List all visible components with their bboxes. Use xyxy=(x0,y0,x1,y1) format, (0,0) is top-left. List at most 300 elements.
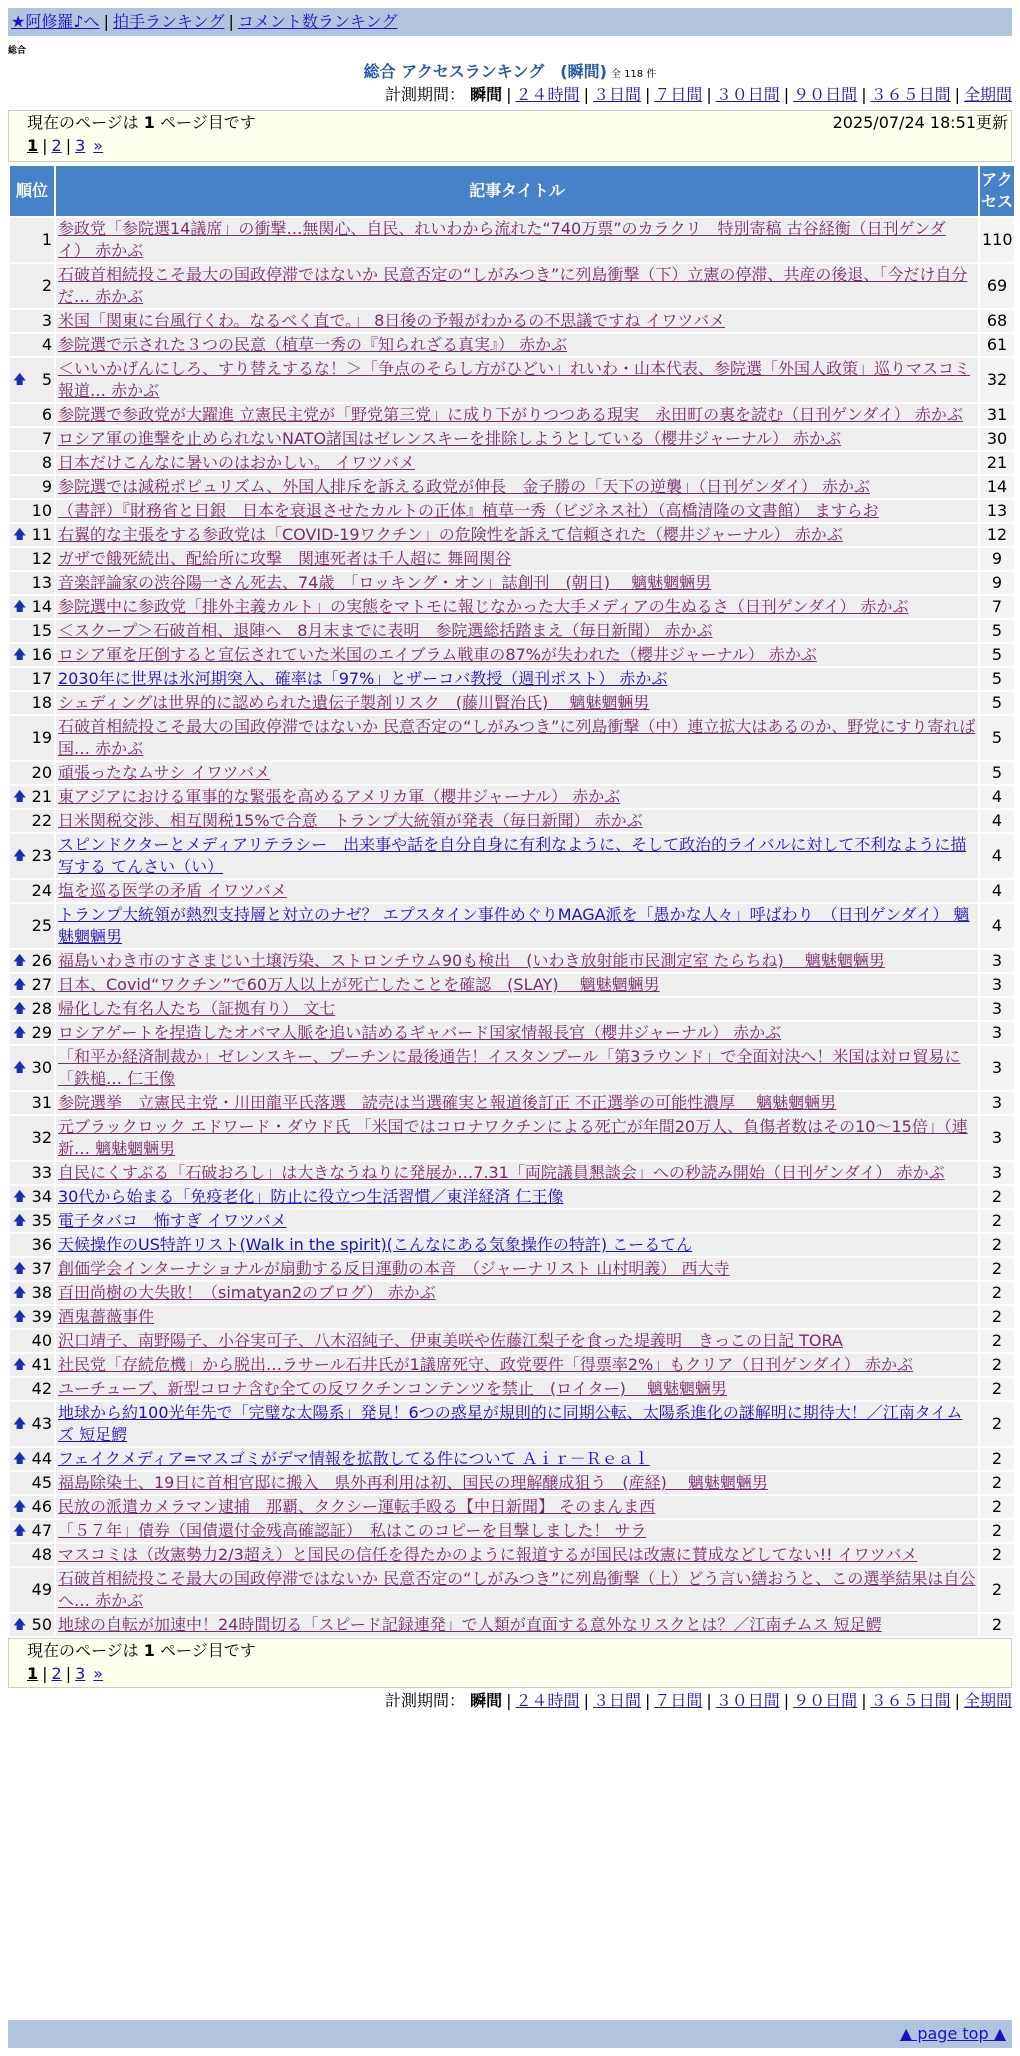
article-link[interactable]: 天候操作のUS特許リスト(Walk in the spirit)(こんなにある気象操作の特許) こーるてん xyxy=(58,1235,693,1254)
title-cell xyxy=(56,1520,978,1542)
rank-number: 10 xyxy=(31,501,52,520)
rank-cell xyxy=(10,1258,54,1280)
article-link[interactable]: 福島いわき市のすさまじい土壌汚染、ストロンチウム90も検出 (いわき放射能市民測定室 たらちね) 魑魅魍魎男 xyxy=(58,951,885,970)
access-count: 61 xyxy=(980,334,1014,356)
title-cell xyxy=(56,1116,978,1160)
rank-number: 36 xyxy=(31,1235,52,1254)
access-count: 3 xyxy=(980,950,1014,972)
article-link[interactable]: 「５７年」債券（国債還付金残高確認証） 私はこのコピーを目撃しました！ サラ xyxy=(58,1521,647,1540)
pager-current: 1 xyxy=(27,1664,39,1683)
title-cell xyxy=(56,1282,978,1304)
article-link[interactable]: 日本、Covid“ワクチン”で60万人以上が死亡したことを確認 (SLAY) 魑魅魍魎男 xyxy=(58,975,660,994)
period-link-7d[interactable]: ７日間 xyxy=(654,85,703,104)
pager-bottom: 1 | 2 | 3 » xyxy=(27,1664,104,1683)
pager-page-3[interactable]: 3 xyxy=(75,1664,86,1683)
access-count: 30 xyxy=(980,428,1014,450)
rank-number: 5 xyxy=(41,370,52,389)
up-arrow-icon: 🡅 xyxy=(13,1213,27,1229)
article-link[interactable]: （書評）『財務省と日銀 日本を衰退させたカルトの正体』植草一秀（ビジネス社）（高橋清隆の文書館） ますらお xyxy=(58,501,879,520)
rank-cell xyxy=(10,1046,54,1090)
access-count: 4 xyxy=(980,834,1014,878)
rank-number: 49 xyxy=(31,1580,52,1599)
article-link[interactable]: 沢口靖子、南野陽子、小谷実可子、八木沼純子、伊東美咲や佐藤江梨子を食った堤義明 きっこの日記 TORA xyxy=(58,1331,843,1350)
article-link[interactable]: 日米関税交渉、相互関税15%で合意 トランプ大統領が発表（毎日新聞） 赤かぶ xyxy=(58,811,643,830)
table-row xyxy=(10,620,1014,642)
table-row xyxy=(10,1234,1014,1256)
title-cell xyxy=(56,668,978,690)
nav-link-applause-ranking[interactable]: 拍手ランキング xyxy=(112,12,225,31)
rank-number: 4 xyxy=(41,335,52,354)
article-link[interactable]: 塩を巡る医学の矛盾 イワツバメ xyxy=(58,881,287,900)
rank-number: 9 xyxy=(41,477,52,496)
title-cell xyxy=(56,1162,978,1184)
access-count: 69 xyxy=(980,264,1014,308)
access-count: 3 xyxy=(980,974,1014,996)
pager-page-3[interactable]: 3 xyxy=(75,136,86,155)
access-count: 32 xyxy=(980,358,1014,402)
period-link-3d[interactable]: ３日間 xyxy=(592,1691,641,1710)
period-link-90d[interactable]: ９０日間 xyxy=(793,85,858,104)
access-count: 13 xyxy=(980,500,1014,522)
up-arrow-icon: 🡅 xyxy=(13,372,27,388)
rank-number: 43 xyxy=(31,1414,52,1433)
page-info-top xyxy=(8,110,1012,162)
header-access: アクセス xyxy=(980,166,1014,216)
title-cell xyxy=(56,810,978,832)
rank-cell xyxy=(10,1520,54,1542)
page-top-link[interactable]: ▲ page top ▲ xyxy=(899,2024,1006,2043)
up-arrow-icon: 🡅 xyxy=(13,599,27,615)
rank-cell xyxy=(10,1092,54,1114)
rank-number: 1 xyxy=(41,230,52,249)
article-link[interactable]: ロシア軍を圧倒すると宣伝されていた米国のエイブラム戦車の87%が失われた（櫻井ジャーナル） 赤かぶ xyxy=(58,645,817,664)
pager-page-2[interactable]: 2 xyxy=(51,1664,62,1683)
article-link[interactable]: 音楽評論家の渋谷陽一さん死去、74歳 「ロッキング・オン」誌創刊 (朝日) 魑魅魍魎男 xyxy=(58,573,712,592)
table-row xyxy=(10,692,1014,714)
ranking-table xyxy=(8,164,1016,1638)
nav-link-asyura[interactable]: ★阿修羅♪へ xyxy=(11,12,100,31)
table-row xyxy=(10,1520,1014,1542)
article-link[interactable]: 米国「関東に台風行くわ。なるべく直で。」 8日後の予報がわかるの不思議ですね イワツバメ xyxy=(58,311,726,330)
article-link[interactable]: 東アジアにおける軍事的な緊張を高めるアメリカ軍（櫻井ジャーナル） 赤かぶ xyxy=(58,787,621,806)
rank-cell xyxy=(10,264,54,308)
rank-cell xyxy=(10,880,54,902)
table-row xyxy=(10,524,1014,546)
up-arrow-icon: 🡅 xyxy=(13,953,27,969)
rank-number: 19 xyxy=(31,728,52,747)
title-cell xyxy=(56,1402,978,1446)
rank-cell xyxy=(10,1162,54,1184)
article-link[interactable]: ロシア軍の進撃を止められないNATO諸国はゼレンスキーを排除しようとしている（櫻井ジャーナル） 赤かぶ xyxy=(58,429,842,448)
table-row xyxy=(10,974,1014,996)
title-cell xyxy=(56,904,978,948)
title-cell xyxy=(56,404,978,426)
rank-cell xyxy=(10,668,54,690)
up-arrow-icon: 🡅 xyxy=(13,848,27,864)
article-link[interactable]: 地球の自転が加速中！24時間切る「スピード記録連発」で人類が直面する意外なリスクとは？／江南チムス 短足鰐 xyxy=(58,1615,882,1634)
page-status-number: 1 xyxy=(143,113,155,132)
rank-cell xyxy=(10,1022,54,1044)
rank-number: 17 xyxy=(31,669,52,688)
title-cell xyxy=(56,358,978,402)
rank-number: 13 xyxy=(31,573,52,592)
period-label: 計測期間： xyxy=(385,1691,466,1710)
period-link-90d[interactable]: ９０日間 xyxy=(793,1691,858,1710)
rank-number: 8 xyxy=(41,453,52,472)
access-count: 4 xyxy=(980,880,1014,902)
article-link[interactable]: 石破首相続投こそ最大の国政停滞ではないか 民意否定の“しがみつき”に列島衝撃（中）連立拡大はあるのか、野党にすり寄れば国… 赤かぶ xyxy=(58,717,976,758)
rank-number: 50 xyxy=(31,1615,52,1634)
title-cell xyxy=(56,1544,978,1566)
title-cell xyxy=(56,1330,978,1352)
article-link[interactable]: 地球から約100光年先で「完璧な太陽系」発見！6つの惑星が規則的に同期公転、太陽系進化の謎解明に期待大！／江南タイムズ 短足鰐 xyxy=(58,1403,963,1444)
pager-page-2[interactable]: 2 xyxy=(51,136,62,155)
article-link[interactable]: マスコミは（改憲勢力2/3超え）と国民の信任を得たかのように報道するが国民は改憲に賛成などしてない!! イワツバメ xyxy=(58,1545,918,1564)
article-link[interactable]: ロシアゲートを捏造したオバマ人脈を追い詰めるギャバード国家情報長官（櫻井ジャーナル） 赤かぶ xyxy=(58,1023,782,1042)
title-cell xyxy=(56,548,978,570)
access-count: 5 xyxy=(980,668,1014,690)
rank-cell xyxy=(10,998,54,1020)
table-row xyxy=(10,1092,1014,1114)
rank-number: 29 xyxy=(31,1023,52,1042)
access-count: 2 xyxy=(980,1210,1014,1232)
article-link[interactable]: 参院選で参政党が大躍進 立憲民主党が「野党第三党」に成り下がりつつある現実 永田町の裏を読む（日刊ゲンダイ） 赤かぶ xyxy=(58,405,963,424)
title-cell xyxy=(56,644,978,666)
page-info-bottom xyxy=(8,1638,1012,1688)
table-row xyxy=(10,644,1014,666)
table-row xyxy=(10,358,1014,402)
article-link[interactable]: 30代から始まる「免疫老化」防止に役立つ生活習慣／東洋経済 仁王像 xyxy=(58,1187,564,1206)
page-title-text: 総合 アクセスランキング (瞬間) xyxy=(363,62,607,81)
footer-bar xyxy=(8,2020,1012,2048)
rank-cell xyxy=(10,1234,54,1256)
rank-cell xyxy=(10,476,54,498)
ranking-rows xyxy=(10,218,1014,1636)
table-row xyxy=(10,310,1014,332)
up-arrow-icon: 🡅 xyxy=(13,1357,27,1373)
page-status xyxy=(27,112,256,134)
pager-top: 1 | 2 | 3 » xyxy=(27,136,104,155)
article-link[interactable]: 参院選挙 立憲民主党・川田龍平氏落選 読売は当選確実と報道後訂正 不正選挙の可能性濃厚 魑魅魍魎男 xyxy=(58,1093,837,1112)
article-link[interactable]: 社民党「存続危機」から脱出…ラサール石井氏が1議席死守、政党要件「得票率2%」もクリア（日刊ゲンダイ） 赤かぶ xyxy=(58,1355,914,1374)
title-cell xyxy=(56,218,978,262)
rank-number: 30 xyxy=(31,1058,52,1077)
table-row xyxy=(10,762,1014,784)
article-link[interactable]: 右翼的な主張をする参政党は「COVID-19ワクチン」の危険性を訴えて信頼された（櫻井ジャーナル） 赤かぶ xyxy=(58,525,843,544)
page-status-suffix: ページ目です xyxy=(160,1641,256,1660)
title-cell xyxy=(56,1210,978,1232)
title-cell xyxy=(56,334,978,356)
period-selector-top: 計測期間： 瞬間 | ２４時間 | ３日間 | ７日間 | ３０日間 | ９０日間 | ３６５日間 | 全期間 xyxy=(385,85,1012,104)
rank-number: 14 xyxy=(31,597,52,616)
up-arrow-icon: 🡅 xyxy=(13,977,27,993)
access-count: 3 xyxy=(980,998,1014,1020)
table-row xyxy=(10,810,1014,832)
article-link[interactable]: スピンドクターとメディアリテラシー 出来事や話を自分自身に有利なように、そして政治的ライバルに対して不利なように描写する てんさい（い） xyxy=(58,835,967,876)
table-row xyxy=(10,476,1014,498)
article-link[interactable]: ガザで餓死続出、配給所に攻撃 関連死者は千人超に 舞岡関谷 xyxy=(58,549,512,568)
article-link[interactable]: 電子タバコ 怖すぎ イワツバメ xyxy=(58,1211,287,1230)
article-link[interactable]: 福島除染土、19日に首相官邸に搬入 県外再利用は初、国民の理解醸成狙う (産経) 魑魅魍魎男 xyxy=(58,1473,768,1492)
table-row xyxy=(10,218,1014,262)
access-count: 5 xyxy=(980,692,1014,714)
rank-cell xyxy=(10,572,54,594)
rank-cell xyxy=(10,810,54,832)
access-count: 2 xyxy=(980,1472,1014,1494)
up-arrow-icon: 🡅 xyxy=(13,1309,27,1325)
up-arrow-icon: 🡅 xyxy=(13,1060,27,1076)
access-count: 3 xyxy=(980,1116,1014,1160)
table-row xyxy=(10,1258,1014,1280)
article-link[interactable]: 酒鬼薔薇事件 xyxy=(58,1307,155,1326)
table-row xyxy=(10,548,1014,570)
access-count: 5 xyxy=(980,762,1014,784)
rank-number: 34 xyxy=(31,1187,52,1206)
article-link[interactable]: 参政党「参院選14議席」の衝撃…無関心、自民、れいわから流れた“740万票”のカラクリ 特別寄稿 古谷経衡（日刊ゲンダイ） 赤かぶ xyxy=(58,219,946,260)
up-arrow-icon: 🡅 xyxy=(13,1451,27,1467)
article-link[interactable]: 創価学会インターナショナルが扇動する反日運動の本音 （ジャーナリスト 山村明義） 西大寺 xyxy=(58,1259,730,1278)
access-count: 3 xyxy=(980,1022,1014,1044)
access-count: 3 xyxy=(980,1162,1014,1184)
rank-cell xyxy=(10,548,54,570)
access-count: 2 xyxy=(980,1496,1014,1518)
table-row xyxy=(10,1448,1014,1470)
access-count: 2 xyxy=(980,1378,1014,1400)
rank-number: 2 xyxy=(41,276,52,295)
rank-number: 21 xyxy=(31,787,52,806)
table-row xyxy=(10,1354,1014,1376)
title-cell xyxy=(56,310,978,332)
access-count: 7 xyxy=(980,596,1014,618)
table-row xyxy=(10,1614,1014,1636)
title-cell xyxy=(56,500,978,522)
article-link[interactable]: 民放の派遣カメラマン逮捕 那覇、タクシー運転手殴る【中日新聞】 そのまんま西 xyxy=(58,1497,656,1516)
rank-number: 40 xyxy=(31,1331,52,1350)
article-link[interactable]: シェディングは世界的に認められた遺伝子製剤リスク (藤川賢治氏) 魑魅魍魎男 xyxy=(58,693,650,712)
access-count: 2 xyxy=(980,1402,1014,1446)
rank-number: 45 xyxy=(31,1473,52,1492)
rank-number: 24 xyxy=(31,881,52,900)
pager-next[interactable]: » xyxy=(93,136,104,155)
period-current: 瞬間 xyxy=(470,1691,503,1710)
table-row xyxy=(10,668,1014,690)
rank-cell xyxy=(10,452,54,474)
rank-cell xyxy=(10,310,54,332)
up-arrow-icon: 🡅 xyxy=(13,1189,27,1205)
article-link[interactable]: 日本だけこんなに暑いのはおかしい。 イワツバメ xyxy=(58,453,415,472)
title-cell xyxy=(56,1448,978,1470)
rank-number: 3 xyxy=(41,311,52,330)
rank-number: 47 xyxy=(31,1521,52,1540)
rank-cell xyxy=(10,974,54,996)
rank-cell xyxy=(10,334,54,356)
title-cell xyxy=(56,524,978,546)
period-link-all[interactable]: 全期間 xyxy=(963,85,1012,104)
table-row xyxy=(10,904,1014,948)
rank-cell xyxy=(10,762,54,784)
period-link-3d[interactable]: ３日間 xyxy=(592,85,641,104)
rank-number: 32 xyxy=(31,1128,52,1147)
access-count: 14 xyxy=(980,476,1014,498)
table-row xyxy=(10,1496,1014,1518)
period-link-all[interactable]: 全期間 xyxy=(963,1691,1012,1710)
access-count: 3 xyxy=(980,1092,1014,1114)
article-link[interactable]: 参院選で示された３つの民意（植草一秀の『知られざる真実』） 赤かぶ xyxy=(58,335,568,354)
title-cell xyxy=(56,1614,978,1636)
rank-cell xyxy=(10,1210,54,1232)
rank-cell xyxy=(10,218,54,262)
rank-cell xyxy=(10,1186,54,1208)
article-link[interactable]: 頑張ったなムサシ イワツバメ xyxy=(58,763,271,782)
period-link-365d[interactable]: ３６５日間 xyxy=(870,1691,951,1710)
pager-next[interactable]: » xyxy=(93,1664,104,1683)
article-link[interactable]: 石破首相続投こそ最大の国政停滞ではないか 民意否定の“しがみつき”に列島衝撃（上）どう言い繕おうと、この選挙結果は自公へ… 赤かぶ xyxy=(58,1569,976,1610)
table-row xyxy=(10,716,1014,760)
rank-cell xyxy=(10,692,54,714)
article-link[interactable]: トランプ大統領が熱烈支持層と対立のナゼ？ エプスタイン事件めぐりMAGA派を「愚かな人々」呼ばわり （日刊ゲンダイ） 魑魅魍魎男 xyxy=(58,905,970,946)
title-cell xyxy=(56,950,978,972)
period-link-7d[interactable]: ７日間 xyxy=(654,1691,703,1710)
table-row xyxy=(10,1022,1014,1044)
up-arrow-icon: 🡅 xyxy=(13,1523,27,1539)
rank-cell xyxy=(10,596,54,618)
period-link-30d[interactable]: ３０日間 xyxy=(715,1691,780,1710)
access-count: 2 xyxy=(980,1544,1014,1566)
title-cell xyxy=(56,1496,978,1518)
article-link[interactable]: フェイクメディア=マスゴミがデマ情報を拡散してる件について Ａｉｒ－Ｒｅａｌ xyxy=(58,1449,650,1468)
top-nav-bar xyxy=(8,8,1012,36)
table-row xyxy=(10,334,1014,356)
period-link-30d[interactable]: ３０日間 xyxy=(715,85,780,104)
table-row xyxy=(10,264,1014,308)
access-count: 2 xyxy=(980,1330,1014,1352)
separator: | xyxy=(103,12,109,31)
article-link[interactable]: ＜いいかげんにしろ、すり替えするな！＞「争点のそらし方がひどい」れいわ・山本代表、参院選「外国人政策」巡りマスコミ報道… 赤かぶ xyxy=(58,359,971,400)
title-cell xyxy=(56,1258,978,1280)
rank-number: 23 xyxy=(31,846,52,865)
rank-number: 25 xyxy=(31,916,52,935)
up-arrow-icon: 🡅 xyxy=(13,1001,27,1017)
access-count: 2 xyxy=(980,1448,1014,1470)
rank-number: 46 xyxy=(31,1497,52,1516)
title-cell xyxy=(56,428,978,450)
title-cell xyxy=(56,974,978,996)
article-link[interactable]: ユーチューブ、新型コロナ含む全ての反ワクチンコンテンツを禁止 (ロイター) 魑魅魍魎男 xyxy=(58,1379,727,1398)
rank-cell xyxy=(10,620,54,642)
article-link[interactable]: 石破首相続投こそ最大の国政停滞ではないか 民意否定の“しがみつき”に列島衝撃（下）立憲の停滞、共産の後退、「今だけ自分だ… 赤かぶ xyxy=(58,265,968,306)
nav-link-comment-ranking[interactable]: コメント数ランキング xyxy=(237,12,398,31)
table-row xyxy=(10,404,1014,426)
rank-cell xyxy=(10,904,54,948)
page-status xyxy=(27,1640,256,1662)
title-cell xyxy=(56,1092,978,1114)
table-row xyxy=(10,1544,1014,1566)
rank-number: 15 xyxy=(31,621,52,640)
rank-cell xyxy=(10,834,54,878)
table-row xyxy=(10,452,1014,474)
rank-cell xyxy=(10,1354,54,1376)
period-link-24h[interactable]: ２４時間 xyxy=(515,85,580,104)
rank-cell xyxy=(10,1496,54,1518)
rank-cell xyxy=(10,1330,54,1352)
up-arrow-icon: 🡅 xyxy=(13,647,27,663)
title-cell xyxy=(56,692,978,714)
rank-number: 27 xyxy=(31,975,52,994)
article-link[interactable]: 参院選中に参政党「排外主義カルト」の実態をマトモに報じなかった大手メディアの生ぬるさ（日刊ゲンダイ） 赤かぶ xyxy=(58,597,909,616)
rank-cell xyxy=(10,524,54,546)
article-link[interactable]: 「和平か経済制裁か」ゼレンスキー、プーチンに最後通告！イスタンブール「第3ラウンド」で全面対決へ！米国は対ロ貿易に「鉄槌… 仁王像 xyxy=(58,1047,961,1088)
access-count: 31 xyxy=(980,404,1014,426)
title-cell xyxy=(56,1186,978,1208)
updated-time: 2025/07/24 18:51更新 xyxy=(832,113,1008,132)
rank-cell xyxy=(10,786,54,808)
table-row xyxy=(10,596,1014,618)
rank-cell xyxy=(10,1402,54,1446)
table-row xyxy=(10,428,1014,450)
title-cell xyxy=(56,786,978,808)
period-link-24h[interactable]: ２４時間 xyxy=(515,1691,580,1710)
rank-number: 31 xyxy=(31,1093,52,1112)
table-row xyxy=(10,1046,1014,1090)
up-arrow-icon: 🡅 xyxy=(13,1499,27,1515)
rank-number: 6 xyxy=(41,405,52,424)
rank-cell xyxy=(10,1472,54,1494)
page-status-prefix: 現在のページは xyxy=(27,1641,139,1660)
table-row xyxy=(10,1568,1014,1612)
rank-number: 7 xyxy=(41,429,52,448)
access-count: 2 xyxy=(980,1520,1014,1542)
title-cell xyxy=(56,572,978,594)
table-row xyxy=(10,880,1014,902)
article-link[interactable]: 参院選では減税ポピュリズム、外国人排斥を訴える政党が伸長 金子勝の「天下の逆襲」（日刊ゲンダイ） 赤かぶ xyxy=(58,477,870,496)
rank-number: 16 xyxy=(31,645,52,664)
table-row xyxy=(10,998,1014,1020)
article-link[interactable]: ＜スクープ＞石破首相、退陣へ 8月末までに表明 参院選総括踏まえ（毎日新聞） 赤かぶ xyxy=(58,621,713,640)
article-link[interactable]: 百田尚樹の大失敗！（simatyan2のブログ） 赤かぶ xyxy=(58,1283,436,1302)
rank-cell xyxy=(10,1306,54,1328)
rank-number: 26 xyxy=(31,951,52,970)
article-link[interactable]: 元ブラックロック エドワード・ダウド氏 「米国ではコロナワクチンによる死亡が年間20万人、負傷者数はその10〜15倍」（連新… 魑魅魍魎男 xyxy=(58,1117,968,1158)
article-link[interactable]: 帰化した有名人たち（証拠有り） 文七 xyxy=(58,999,336,1018)
access-count: 21 xyxy=(980,452,1014,474)
rank-cell xyxy=(10,428,54,450)
article-link[interactable]: 2030年に世界は氷河期突入、確率は「97%」とザーコバ教授（週刊ポスト） 赤かぶ xyxy=(58,669,668,688)
period-link-365d[interactable]: ３６５日間 xyxy=(870,85,951,104)
access-count: 5 xyxy=(980,716,1014,760)
rank-number: 39 xyxy=(31,1307,52,1326)
access-count: 110 xyxy=(980,218,1014,262)
rank-cell xyxy=(10,1448,54,1470)
title-cell xyxy=(56,620,978,642)
table-row xyxy=(10,1282,1014,1304)
rank-cell xyxy=(10,1378,54,1400)
access-count: 2 xyxy=(980,1282,1014,1304)
access-count: 3 xyxy=(980,1046,1014,1090)
rank-cell xyxy=(10,404,54,426)
table-row xyxy=(10,1402,1014,1446)
rank-cell xyxy=(10,1568,54,1612)
title-cell xyxy=(56,264,978,308)
table-row xyxy=(10,1186,1014,1208)
title-cell xyxy=(56,1306,978,1328)
page-status-prefix: 現在のページは xyxy=(27,113,139,132)
article-link[interactable]: 自民にくすぶる「石破おろし」は大きなうねりに発展か…7.31「両院議員懇談会」への秒読み開始（日刊ゲンダイ） 赤かぶ xyxy=(58,1163,945,1182)
rank-number: 22 xyxy=(31,811,52,830)
rank-cell xyxy=(10,644,54,666)
header-rank: 順位 xyxy=(10,166,54,216)
rank-number: 42 xyxy=(31,1379,52,1398)
header-title: 記事タイトル xyxy=(56,166,978,216)
